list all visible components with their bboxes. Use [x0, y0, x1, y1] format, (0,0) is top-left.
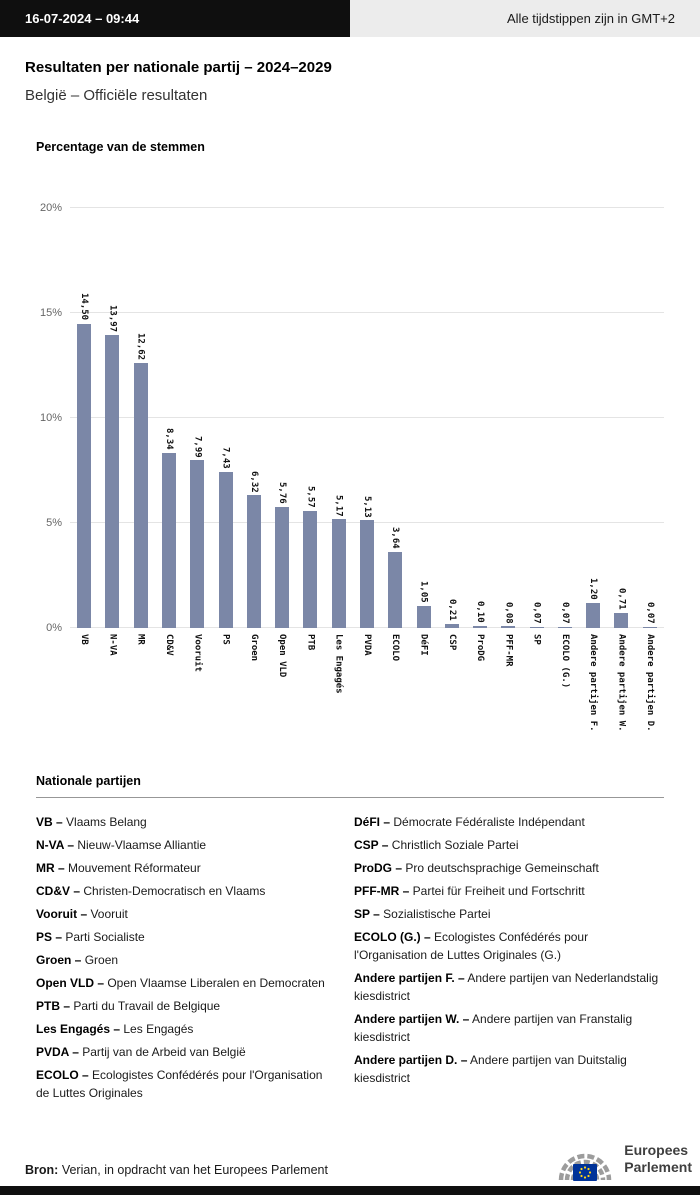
party-name: Christlich Soziale Partei — [388, 838, 519, 852]
bar-slot — [296, 208, 324, 628]
topbar — [0, 0, 700, 37]
y-tick-label: 20% — [39, 202, 62, 214]
legend-item — [36, 859, 328, 877]
party-abbr: N-VA – — [36, 838, 75, 852]
page-subtitle: België – Officiële resultaten — [25, 87, 208, 104]
party-abbr: Andere partijen F. – — [354, 971, 465, 985]
party-name: Les Engagés — [120, 1022, 194, 1036]
bar — [332, 519, 346, 628]
legend-item — [36, 997, 328, 1015]
bar-slot — [636, 208, 664, 628]
x-axis-label: DéFI — [418, 634, 429, 656]
x-slot — [183, 628, 211, 756]
x-axis-label: SP — [531, 634, 542, 645]
legend-item — [36, 951, 328, 969]
x-slot — [127, 628, 155, 756]
source-note — [25, 1163, 328, 1177]
x-axis-label: PVDA — [361, 634, 372, 656]
legend-item — [354, 859, 664, 877]
x-axis-label: Vooruit — [192, 634, 203, 672]
legend-item — [36, 928, 328, 946]
bar-slot — [523, 208, 551, 628]
bar — [586, 603, 600, 628]
bar — [275, 507, 289, 628]
bar-slot — [70, 208, 98, 628]
x-axis-label: PFF-MR — [503, 634, 514, 667]
bar-value-label: 6,32 — [248, 470, 259, 493]
bar-value-label: 0,08 — [503, 601, 514, 624]
party-name: Nieuw-Vlaamse Alliantie — [74, 838, 207, 852]
x-slot — [268, 628, 296, 756]
party-name: Partij van de Arbeid van België — [78, 1045, 246, 1059]
x-slot — [240, 628, 268, 756]
bar-value-label: 0,07 — [559, 601, 570, 624]
x-slot — [494, 628, 522, 756]
bar — [360, 520, 374, 628]
bar — [643, 627, 657, 628]
legend-item — [354, 813, 664, 831]
bar-value-label: 0,07 — [644, 601, 655, 624]
bar-value-label: 5,76 — [277, 482, 288, 505]
legend-item — [36, 974, 328, 992]
party-abbr: ECOLO (G.) – — [354, 930, 431, 944]
bar-slot — [551, 208, 579, 628]
legend-item — [36, 1066, 328, 1102]
legend-item — [36, 1020, 328, 1038]
legend-item — [36, 1043, 328, 1061]
chart-title: Percentage van de stemmen — [36, 140, 205, 154]
bar-slot — [155, 208, 183, 628]
x-axis-label: Les Engagés — [333, 634, 344, 694]
x-axis-label: Andere partijen W. — [616, 634, 627, 732]
y-tick-label: 5% — [46, 517, 62, 529]
party-abbr: Andere partijen D. – — [354, 1053, 468, 1067]
legend-column-left — [36, 813, 328, 1107]
bar-value-label: 14,50 — [79, 293, 90, 321]
x-axis-label: PS — [220, 634, 231, 645]
party-name: Parti du Travail de Belgique — [70, 999, 221, 1013]
legend-item — [354, 905, 664, 923]
party-abbr: Andere partijen W. – — [354, 1012, 470, 1026]
x-slot — [353, 628, 381, 756]
bar — [614, 613, 628, 628]
x-axis-label: Groen — [248, 634, 259, 662]
ep-logo — [553, 1136, 692, 1182]
x-axis-label: ECOLO (G.) — [559, 634, 570, 689]
party-name: Vlaams Belang — [62, 815, 147, 829]
party-name: Parti Socialiste — [62, 930, 145, 944]
x-slot — [211, 628, 239, 756]
party-abbr: Vooruit – — [36, 907, 88, 921]
x-axis-label: MR — [135, 634, 146, 645]
party-name: Partei für Freiheit und Fortschritt — [409, 884, 585, 898]
bar — [417, 606, 431, 628]
ep-hemicycle-icon — [553, 1136, 617, 1182]
bar — [558, 627, 572, 628]
bar — [445, 624, 459, 628]
party-abbr: CSP – — [354, 838, 389, 852]
x-slot — [579, 628, 607, 756]
bar-slot — [98, 208, 126, 628]
party-abbr: Les Engagés – — [36, 1022, 121, 1036]
party-name: Démocrate Fédéraliste Indépendant — [390, 815, 585, 829]
legend-item — [354, 882, 664, 900]
bar-value-label: 5,17 — [333, 494, 344, 517]
bar-slot — [494, 208, 522, 628]
bar — [190, 460, 204, 628]
party-abbr: PFF-MR – — [354, 884, 410, 898]
party-abbr: SP – — [354, 907, 380, 921]
bar-slot — [381, 208, 409, 628]
x-axis-label: Andere partijen D. — [644, 634, 655, 732]
x-slot — [409, 628, 437, 756]
source-text: Verian, in opdracht van het Europees Parlement — [61, 1163, 328, 1177]
x-axis-label: Andere partijen F. — [588, 634, 599, 732]
party-abbr: Open VLD – — [36, 976, 105, 990]
y-tick-label: 15% — [39, 307, 62, 319]
bar — [530, 627, 544, 628]
y-tick-label: 10% — [39, 412, 62, 424]
bar-slot — [409, 208, 437, 628]
datetime: 16-07-2024 – 09:44 — [0, 0, 350, 37]
party-abbr: Groen – — [36, 953, 82, 967]
legend-column-right — [354, 813, 664, 1107]
bars — [70, 208, 664, 628]
legend-item — [354, 1051, 664, 1087]
party-name: Andere partijen van Duitstalig kiesdistrict — [354, 1053, 627, 1085]
x-slot — [381, 628, 409, 756]
y-tick-label: 0% — [46, 622, 62, 634]
plot-row — [36, 202, 664, 634]
bar-value-label: 12,62 — [135, 332, 146, 360]
party-abbr: DéFI – — [354, 815, 391, 829]
party-name: Sozialistische Partei — [379, 907, 491, 921]
x-slot — [523, 628, 551, 756]
party-name: Ecologistes Confédérés pour l'Organisation de Luttes Originales — [36, 1068, 323, 1100]
x-slot — [636, 628, 664, 756]
bar-slot — [353, 208, 381, 628]
bar-value-label: 7,43 — [220, 447, 231, 469]
bar-value-label: 1,20 — [588, 578, 599, 600]
legend-item — [354, 928, 664, 964]
x-slot — [325, 628, 353, 756]
source-label: Bron: — [25, 1163, 59, 1177]
bar — [162, 453, 176, 628]
x-axis-label: CSP — [446, 634, 457, 651]
legend-divider — [36, 797, 664, 798]
results-bar-chart — [36, 140, 664, 756]
x-slot — [438, 628, 466, 756]
bar-slot — [607, 208, 635, 628]
x-axis-label: Open VLD — [277, 634, 288, 678]
legend-item — [354, 836, 664, 854]
bar-slot — [183, 208, 211, 628]
party-name: Christen-Democratisch en Vlaams — [80, 884, 266, 898]
x-axis-label: ProDG — [475, 634, 486, 662]
x-slot — [551, 628, 579, 756]
page-title: Resultaten per nationale partij – 2024–2029 — [25, 59, 332, 76]
x-slot — [296, 628, 324, 756]
party-name: Ecologistes Confédérés pour l'Organisation de Luttes Originales (G.) — [354, 930, 589, 962]
bar-value-label: 0,71 — [616, 588, 627, 611]
x-slot — [70, 628, 98, 756]
party-abbr: CD&V – — [36, 884, 81, 898]
party-name: Pro deutschsprachige Gemeinschaft — [402, 861, 599, 875]
bar — [134, 363, 148, 628]
bar-slot — [438, 208, 466, 628]
bar-slot — [466, 208, 494, 628]
party-abbr: MR – — [36, 861, 65, 875]
y-axis-spacer — [36, 628, 70, 756]
bar-value-label: 0,10 — [475, 601, 486, 623]
x-slot — [155, 628, 183, 756]
party-name: Andere partijen van Nederlandstalig kiesdistrict — [354, 971, 659, 1003]
x-axis-labels — [70, 628, 664, 756]
bar-slot — [240, 208, 268, 628]
party-name: Andere partijen van Franstalig kiesdistrict — [354, 1012, 633, 1044]
x-axis-label: VB — [79, 634, 90, 645]
plot-area — [70, 208, 664, 628]
party-name: Vooruit — [87, 907, 128, 921]
bar-value-label: 1,05 — [418, 581, 429, 603]
y-axis — [36, 202, 70, 634]
bar — [473, 626, 487, 628]
party-name: Open Vlaamse Liberalen en Democraten — [104, 976, 325, 990]
bar-value-label: 5,13 — [361, 495, 372, 518]
bar — [501, 626, 515, 628]
party-abbr: PVDA – — [36, 1045, 79, 1059]
x-axis-label: PTB — [305, 634, 316, 651]
legend-columns — [36, 813, 664, 1107]
party-abbr: VB – — [36, 815, 63, 829]
bottom-bar — [0, 1186, 700, 1195]
legend-item — [36, 882, 328, 900]
legend-heading: Nationale partijen — [36, 774, 141, 788]
party-legend — [36, 774, 664, 1107]
logo-text-line1: Europees — [624, 1142, 689, 1159]
x-slot — [607, 628, 635, 756]
bar-value-label: 13,97 — [107, 304, 118, 332]
bar — [388, 552, 402, 628]
legend-item — [36, 905, 328, 923]
legend-item — [36, 813, 328, 831]
logo-text-line2: Parlement — [624, 1159, 692, 1175]
bar-slot — [127, 208, 155, 628]
bar-value-label: 0,21 — [446, 598, 457, 621]
party-abbr: PTB – — [36, 999, 71, 1013]
x-axis-label: CD&V — [163, 634, 174, 656]
bar-value-label: 7,99 — [192, 435, 203, 458]
x-axis-label: N-VA — [107, 634, 118, 656]
bar-slot — [579, 208, 607, 628]
bar-value-label: 0,07 — [531, 601, 542, 624]
bar — [77, 324, 91, 629]
bar — [247, 495, 261, 628]
bar — [303, 511, 317, 628]
party-abbr: ProDG – — [354, 861, 403, 875]
bar-slot — [268, 208, 296, 628]
bar — [219, 472, 233, 628]
legend-item — [354, 1010, 664, 1046]
x-slot — [98, 628, 126, 756]
legend-item — [36, 836, 328, 854]
bar-value-label: 8,34 — [163, 428, 174, 450]
bar — [105, 335, 119, 628]
x-axis-label: ECOLO — [390, 634, 401, 662]
party-abbr: ECOLO – — [36, 1068, 89, 1082]
party-name: Mouvement Réformateur — [64, 861, 201, 875]
party-abbr: PS – — [36, 930, 63, 944]
x-slot — [466, 628, 494, 756]
bar-slot — [325, 208, 353, 628]
timezone-note: Alle tijdstippen zijn in GMT+2 — [350, 0, 700, 37]
party-name: Groen — [81, 953, 119, 967]
bar-value-label: 3,64 — [390, 526, 401, 549]
legend-item — [354, 969, 664, 1005]
ep-logo-text — [624, 1142, 692, 1175]
x-axis-row — [36, 628, 664, 756]
bar-slot — [211, 208, 239, 628]
bar-value-label: 5,57 — [305, 486, 316, 509]
